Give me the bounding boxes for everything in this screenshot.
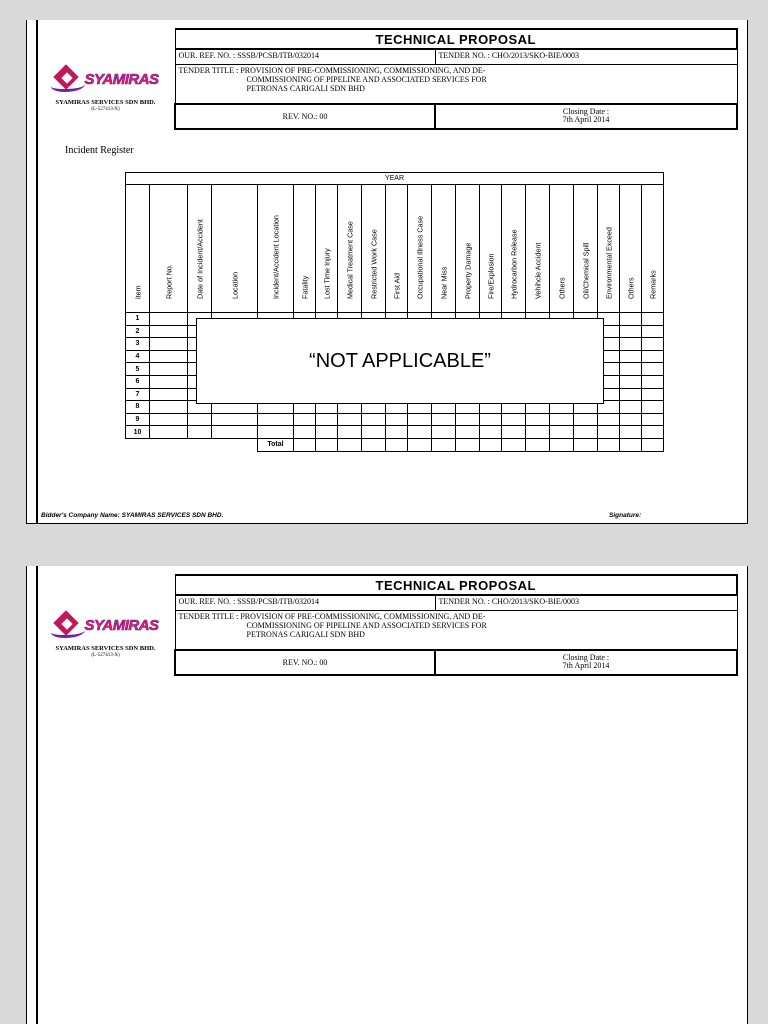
column-header: Fire/Explosion (480, 185, 502, 313)
table-cell (294, 426, 316, 439)
rev-no: REV. NO.: 00 (175, 104, 435, 129)
tender-title: TENDER TITLE : PROVISION OF PRE-COMMISSIONING, COMMISSIONING, AND DE- COMMISSIONING OF PIPELINE AND ASSOCIATED SERVICES FOR PETRONAS CARIGALI SDN BHD (175, 65, 737, 104)
syamiras-logo (51, 611, 161, 643)
table-cell (642, 338, 664, 351)
logo-swoosh-icon (51, 79, 85, 92)
table-cell (620, 375, 642, 388)
table-cell (432, 413, 456, 426)
total-cell (316, 438, 338, 451)
company-logo-block (37, 49, 175, 129)
table-cell (526, 426, 550, 439)
table-cell (550, 426, 574, 439)
company-name: SYAMIRAS SERVICES SDN BHD. (55, 99, 156, 106)
table-cell (642, 375, 664, 388)
column-header: Medical Treatment Case (338, 185, 362, 313)
total-cell (526, 438, 550, 451)
row-number: 7 (126, 388, 150, 401)
row-number: 10 (126, 426, 150, 439)
column-header: Vehihcle Accident (526, 185, 550, 313)
table-cell (598, 413, 620, 426)
column-header: Environmental Exceed (598, 185, 620, 313)
proposal-page-2 (26, 566, 748, 1024)
closing-date: Closing Date : 7th April 2014 (435, 104, 737, 129)
row-number: 2 (126, 325, 150, 338)
tender-no: TENDER NO. : CHO/2013/SKO-BIE/0003 (435, 595, 737, 611)
incident-register-table (125, 172, 664, 452)
document-header-2 (37, 574, 737, 676)
table-cell (642, 325, 664, 338)
table-cell (150, 313, 188, 326)
table-row (126, 413, 664, 426)
table-cell (150, 401, 188, 414)
page-title: TECHNICAL PROPOSAL (175, 29, 737, 49)
company-reg: (L-527413-X) (91, 107, 120, 112)
table-cell (150, 375, 188, 388)
row-number: 4 (126, 350, 150, 363)
column-header: Date of Incident/Accident (188, 185, 212, 313)
company-name: SYAMIRAS SERVICES SDN BHD. (55, 645, 156, 652)
logo-text: SYAMIRAS (84, 71, 159, 88)
table-cell (408, 413, 432, 426)
column-header: Hydrocarbon Release (502, 185, 526, 313)
table-cell (408, 426, 432, 439)
column-header: Oil/Chemical Spill (574, 185, 598, 313)
syamiras-logo (51, 65, 161, 97)
document-header (37, 28, 737, 130)
table-cell (456, 413, 480, 426)
column-header: Property Damage (456, 185, 480, 313)
table-cell (574, 426, 598, 439)
table-cell (620, 350, 642, 363)
table-cell (258, 426, 294, 439)
table-cell (620, 363, 642, 376)
table-cell (456, 426, 480, 439)
table-cell (150, 338, 188, 351)
table-cell (620, 388, 642, 401)
header-blank (37, 29, 175, 49)
column-header: Report No. (150, 185, 188, 313)
table-cell (150, 388, 188, 401)
logo-text: SYAMIRAS (84, 617, 159, 634)
table-cell (150, 350, 188, 363)
table-cell (212, 413, 258, 426)
header-blank (37, 575, 175, 595)
column-header: Restricted Work Case (362, 185, 386, 313)
page-title: TECHNICAL PROPOSAL (175, 575, 737, 595)
total-cell (294, 438, 316, 451)
bidder-company-name: Bidder's Company Name: SYAMIRAS SERVICES SDN BHD. (41, 512, 224, 519)
total-cell (550, 438, 574, 451)
column-header: Near Miss (432, 185, 456, 313)
table-cell (598, 426, 620, 439)
table-cell (338, 426, 362, 439)
total-cell (432, 438, 456, 451)
table-cell (574, 413, 598, 426)
not-applicable-notice: “NOT APPLICABLE” (196, 318, 604, 404)
table-cell (642, 350, 664, 363)
company-logo-block (37, 595, 175, 675)
row-number: 3 (126, 338, 150, 351)
table-cell (188, 413, 212, 426)
table-cell (620, 426, 642, 439)
table-cell (642, 363, 664, 376)
signature-label: Signature: (609, 512, 642, 519)
incident-register-title: Incident Register (65, 145, 134, 156)
total-cell (386, 438, 408, 451)
column-header: Fatality (294, 185, 316, 313)
table-cell (212, 426, 258, 439)
table-cell (642, 388, 664, 401)
table-cell (502, 413, 526, 426)
table-cell (526, 413, 550, 426)
rev-no: REV. NO.: 00 (175, 650, 435, 675)
our-ref: OUR. REF. NO. : SSSB/PCSB/ITB/032014 (175, 49, 435, 65)
tender-title: TENDER TITLE : PROVISION OF PRE-COMMISSIONING, COMMISSIONING, AND DE- COMMISSIONING OF PIPELINE AND ASSOCIATED SERVICES FOR PETRONAS CARIGALI SDN BHD (175, 611, 737, 650)
table-cell (620, 325, 642, 338)
table-cell (480, 413, 502, 426)
column-header: item (126, 185, 150, 313)
total-cell (408, 438, 432, 451)
table-cell (316, 426, 338, 439)
table-cell (386, 426, 408, 439)
total-cell (574, 438, 598, 451)
table-cell (294, 413, 316, 426)
column-header: Incident/Accident Location (258, 185, 294, 313)
table-cell (620, 313, 642, 326)
column-header: Lost Time Injury (316, 185, 338, 313)
total-label: Total (258, 438, 294, 451)
row-number: 8 (126, 401, 150, 414)
proposal-page-1 (26, 20, 748, 524)
table-cell (150, 426, 188, 439)
table-cell (362, 413, 386, 426)
table-cell (386, 413, 408, 426)
total-row (126, 438, 664, 451)
table-cell (150, 363, 188, 376)
row-number: 5 (126, 363, 150, 376)
table-cell (480, 426, 502, 439)
table-cell (150, 325, 188, 338)
table-cell (316, 413, 338, 426)
table-cell (502, 426, 526, 439)
table-cell (642, 413, 664, 426)
table-row (126, 426, 664, 439)
our-ref: OUR. REF. NO. : SSSB/PCSB/ITB/032014 (175, 595, 435, 611)
column-header: Others (620, 185, 642, 313)
table-cell (362, 426, 386, 439)
row-number: 1 (126, 313, 150, 326)
row-number: 6 (126, 375, 150, 388)
table-cell (550, 413, 574, 426)
table-cell (188, 426, 212, 439)
total-cell (598, 438, 620, 451)
total-cell (502, 438, 526, 451)
table-cell (620, 401, 642, 414)
total-cell (338, 438, 362, 451)
year-header: YEAR (126, 173, 664, 185)
column-header: First Aid (386, 185, 408, 313)
table-cell (620, 338, 642, 351)
tender-no: TENDER NO. : CHO/2013/SKO-BIE/0003 (435, 49, 737, 65)
table-cell (642, 313, 664, 326)
table-cell (258, 413, 294, 426)
column-header: Location (212, 185, 258, 313)
company-reg: (L-527413-X) (91, 653, 120, 658)
column-header: Others (550, 185, 574, 313)
table-cell (642, 401, 664, 414)
table-cell (432, 426, 456, 439)
column-header: Remarks (642, 185, 664, 313)
column-header: Occupational Illness Case (408, 185, 432, 313)
table-cell (338, 413, 362, 426)
logo-swoosh-icon (51, 625, 85, 638)
table-cell (620, 413, 642, 426)
total-cell (456, 438, 480, 451)
table-cell (150, 413, 188, 426)
total-cell (362, 438, 386, 451)
total-cell (642, 438, 664, 451)
total-cell (620, 438, 642, 451)
total-cell (480, 438, 502, 451)
row-number: 9 (126, 413, 150, 426)
total-spacer (126, 438, 258, 451)
table-cell (642, 426, 664, 439)
closing-date: Closing Date : 7th April 2014 (435, 650, 737, 675)
